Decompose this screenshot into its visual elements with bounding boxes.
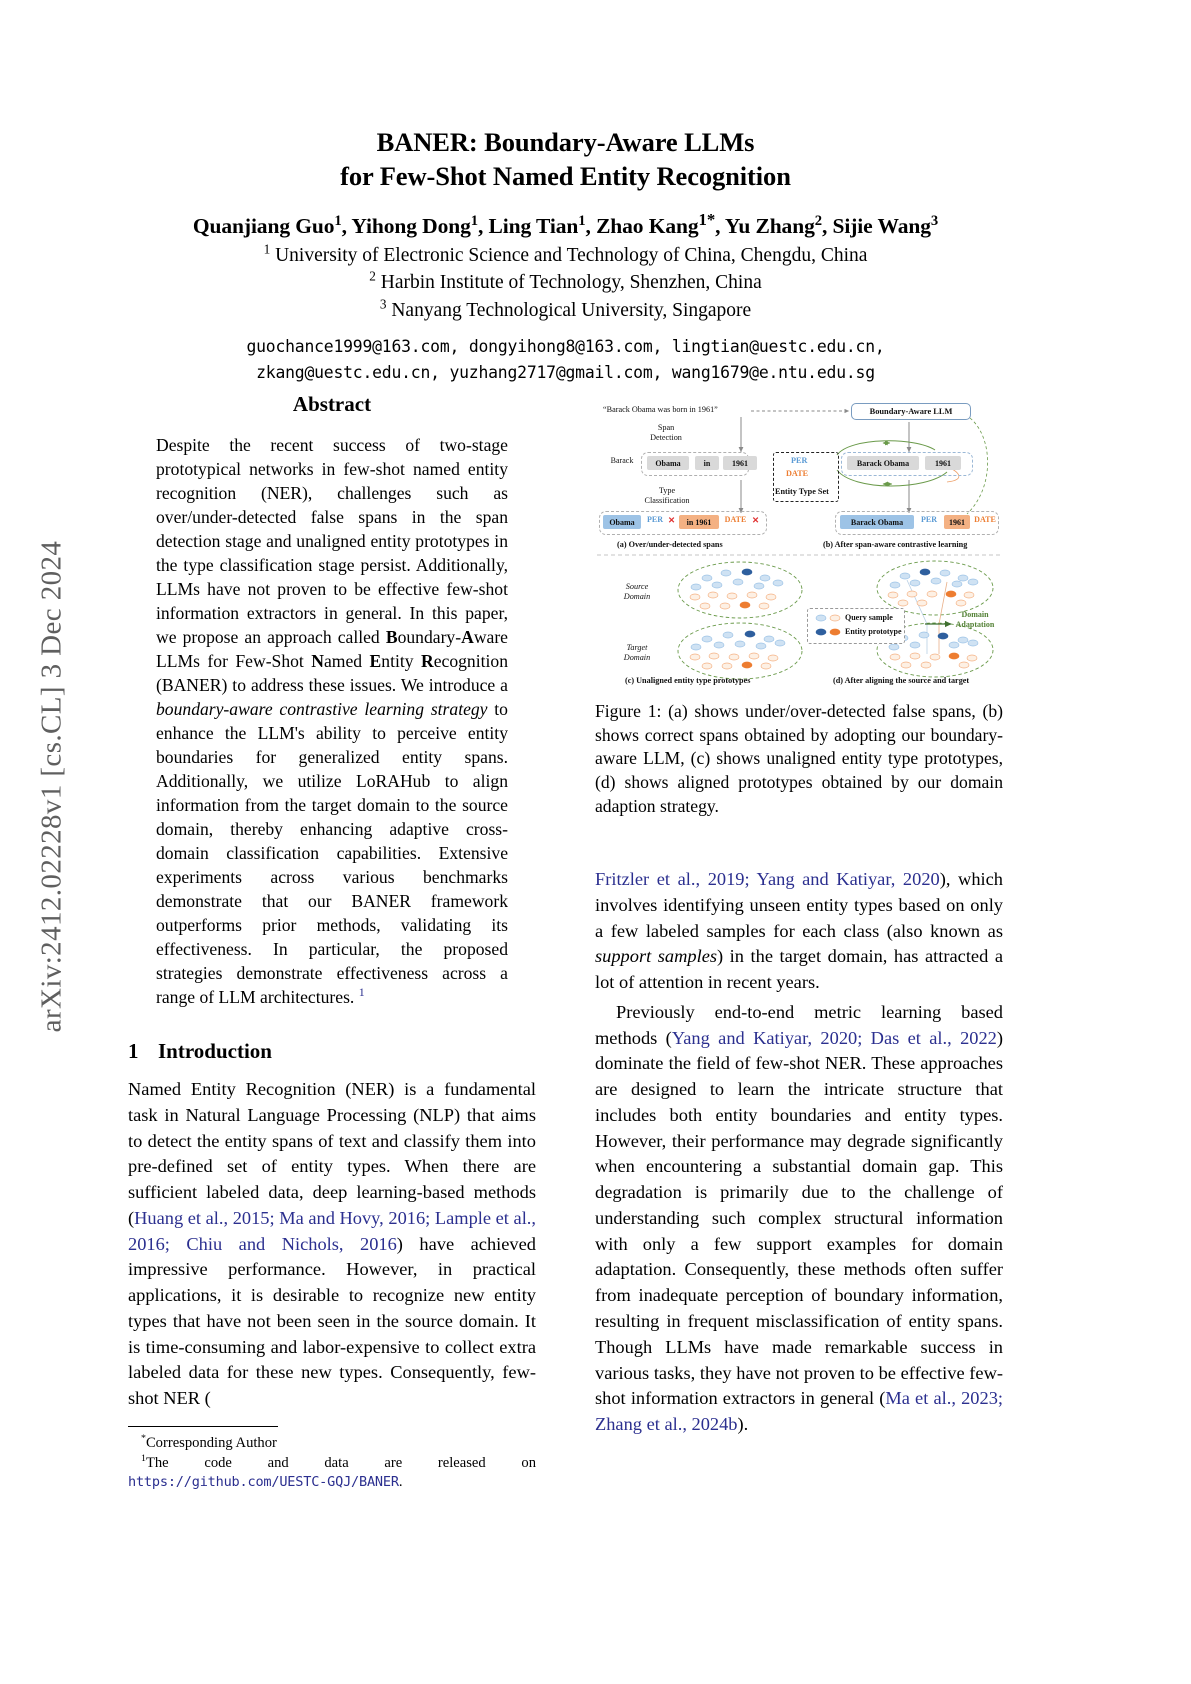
affiliation-2-sup: 2: [369, 268, 376, 284]
source-domain-label: [609, 582, 665, 602]
scatter-c-target-orange: [690, 653, 778, 669]
author-6: Sijie Wang: [832, 213, 931, 238]
author-1: Quanjiang Guo: [192, 213, 335, 238]
abstract-bold-e: E: [369, 651, 382, 671]
panel-a-type-1: DATE: [724, 515, 747, 524]
scatter-c-source-orange: [690, 592, 776, 609]
abstract-bold-b: B: [385, 627, 398, 647]
citation-group-2[interactable]: Fritzler et al., 2019; Yang and Katiyar, 2020: [595, 869, 940, 889]
panel-b-token-1: 1961: [925, 456, 961, 470]
figure-caption-text: (a) shows under/over-detected false spans, (b) shows correct spans obtained by adopting our boundary-aware LLM, (c) shows unaligned entity type prototypes, (d) shows aligned prototypes obtained by our domain adaption strategy.: [595, 701, 1003, 816]
affiliation-1-sup: 1: [263, 241, 271, 257]
intro-italic-support-samples: support samples: [595, 946, 718, 967]
affiliation-3: [128, 298, 1003, 325]
intro-p1-part-d: ) in the target domain, has attracted a lot of attention in recent years.: [595, 946, 1003, 993]
title-line-1: BANER: Boundary-Aware LLMs: [376, 127, 755, 157]
email-line-2: zkang@uestc.edu.cn, yuzhang2717@gmail.com, wang1679@e.ntu.edu.sg: [256, 362, 875, 382]
abstract-bold-n: N: [311, 651, 324, 671]
panel-a-token-1: Obama: [647, 456, 689, 470]
intro-p1-part-c: ), which involves identifying unseen entity types based on only a few labeled samples for each class (also known as: [595, 869, 1003, 941]
author-6-sup: 3: [930, 212, 939, 229]
panel-a-xmark-0: ✕: [667, 515, 676, 525]
author-2-sup: 1: [470, 212, 478, 229]
github-link[interactable]: https://github.com/UESTC-GQJ/BANER: [128, 1474, 399, 1491]
abstract-heading: Abstract: [292, 392, 372, 416]
author-1-sup: 1: [334, 212, 342, 229]
panel-c-caption: (c) Unaligned entity type prototypes: [625, 676, 751, 685]
affiliation-2: [128, 270, 1003, 297]
left-column: [128, 392, 536, 1493]
section-heading-introduction: [128, 1039, 536, 1064]
intro-paragraph-2: [595, 1000, 1003, 1438]
scatter-c-source-blue: [691, 569, 783, 590]
entity-type-per: PER: [791, 456, 808, 465]
scatter-d-source-orange: [888, 591, 974, 606]
affiliation-3-sup: 3: [379, 296, 387, 312]
panel-a-xmark-1: ✕: [751, 515, 760, 525]
panel-b-type-1: DATE: [974, 515, 996, 524]
panel-b-token-0: Barack Obama: [847, 456, 919, 470]
affiliation-1-text: University of Electronic Science and Technology of China, Chengdu, China: [275, 244, 868, 266]
panel-b-type-0: PER: [921, 515, 937, 524]
abstract-part-a: Despite the recent success of two-stage prototypical networks in few-shot named entity recognition (NER), challenges such as over/under-detected false spans in the span detection stage and unaligned entity prototypes in the type classification stage persist. Additionally, LLMs have not proven to be effective few-shot information extractors in general. In this paper, we propose an approach called: [156, 435, 508, 647]
scatter-d-target-orange: [890, 653, 977, 668]
figure-caption-label: Figure 1:: [595, 701, 662, 721]
citation-group-1[interactable]: Huang et al., 2015; Ma and Hovy, 2016; Lample et al., 2016; Chiu and Nichols, 2016: [128, 1207, 536, 1254]
affiliation-block: [128, 243, 1003, 325]
entity-type-set-label: Entity Type Set: [775, 487, 829, 496]
intro-p1-part-a: Named Entity Recognition (NER) is a fundamental task in Natural Language Processing (NLP) that aims to detect the entity spans of text and classify them into pre-defined set of entity types. When there are sufficient labeled data, deep learning-based methods (: [128, 1079, 536, 1228]
type-classification-line-1: Type: [658, 486, 676, 495]
section-number: 1: [128, 1039, 139, 1063]
affiliation-1: [128, 243, 1003, 270]
type-classification-label: [625, 486, 709, 506]
abstract-part-e: ntity: [381, 651, 421, 671]
panel-a-token-0: Barack: [610, 456, 634, 465]
panel-a-chip-0: Obama: [603, 515, 641, 529]
footnote-one-period: .: [398, 1474, 403, 1491]
entity-type-date: DATE: [786, 469, 809, 478]
abstract-bold-r: R: [421, 651, 434, 671]
panel-b-chip-0: Barack Obama: [840, 515, 914, 529]
author-2: Yihong Dong: [351, 213, 471, 238]
span-detection-label: [633, 423, 699, 443]
intro-p2-part-a: Previously end-to-end metric learning based methods (: [595, 1001, 1003, 1048]
section-title: Introduction: [158, 1039, 272, 1063]
target-domain-line-1: Target: [626, 643, 648, 652]
domain-adaptation-line-2: Adaptation: [955, 619, 995, 629]
footnote-code-release: [128, 1454, 536, 1493]
scatter-d-source-blue: [890, 569, 978, 588]
right-column-text: [595, 867, 1003, 1438]
abstract-section: [156, 392, 508, 1009]
footnote-one-marker: 1: [141, 1452, 146, 1464]
legend-query-sample: Query sample: [845, 613, 893, 622]
footnote-star-text: Corresponding Author: [145, 1434, 277, 1451]
author-3-sup: 1: [578, 212, 586, 229]
figure-1-graphic: [595, 392, 1003, 684]
author-emails: [128, 334, 1003, 385]
footnote-star-marker: *: [141, 1433, 146, 1445]
abstract-part-g: to enhance the LLM's ability to perceive entity boundaries for generalized entity spans. Additionally, we utilize LoRAHub to align information from the target domain to the source domain, thereby enhancing adaptive cross-domain classification capabilities. Extensive experiments across various benchmarks demonstrate that our BANER framework outperforms prior methods, validating its effectiveness. In particular, the proposed strategies demonstrate effectiveness across a range of LLM architectures.: [156, 699, 508, 1007]
affiliation-3-text: Nanyang Technological University, Singapore: [391, 299, 752, 321]
abstract-italic-strategy: boundary-aware contrastive learning strategy: [156, 699, 488, 719]
panel-a-token-2: in: [695, 456, 719, 470]
figure-1-caption: [595, 700, 1003, 818]
intro-p2-part-c: ).: [737, 1414, 749, 1435]
affiliation-2-text: Harbin Institute of Technology, Shenzhen, China: [380, 272, 762, 294]
abstract-part-d: amed: [323, 651, 370, 671]
abstract-bold-a: A: [461, 627, 474, 647]
target-domain-label: [609, 643, 665, 663]
footnote-divider: [128, 1426, 278, 1427]
abstract-text: [156, 433, 508, 1009]
panel-a-token-3: 1961: [723, 456, 757, 470]
panel-b-chip-1: 1961: [944, 515, 970, 529]
scatter-c-target-blue: [691, 631, 785, 650]
type-classification-line-2: Classification: [644, 496, 690, 505]
email-line-1: guochance1999@163.com, dongyihong8@163.com, lingtian@uestc.edu.cn,: [246, 337, 885, 357]
intro-p1-part-b: ) have achieved impressive performance. However, in practical applications, it is desirable to recognize new entity types that have not been seen in the source domain. It is time-consuming and labor-expensive to collect extra labeled data for these new types. Consequently, few-shot NER (: [128, 1233, 536, 1409]
two-column-body: [128, 392, 1003, 1682]
abstract-part-f: ecognition (BANER) to address these issues. We introduce a: [156, 651, 508, 695]
citation-group-3[interactable]: Yang and Katiyar, 2020; Das et al., 2022: [671, 1027, 997, 1048]
source-domain-line-1: Source: [625, 582, 649, 591]
title-block: [128, 0, 1003, 386]
author-4-sup: 1*: [698, 209, 716, 229]
intro-p2-part-b: ) dominate the field of few-shot NER. These approaches are designed to learn the intricate structure that includes both entity boundaries and entity types. However, their performance may degrade significantly when encountering a substantial domain gap. This degradation is primarily due to the challenge of understanding such complex structural information with only a few support examples for domain adaptation. Consequently, these methods often suffer from inadequate perception of boundary information, resulting in frequent misclassification of entity spans. Though LLMs have made remarkable success in various tasks, they have not proven to be effective few-shot information extractors in general (: [595, 1027, 1004, 1409]
abstract-part-c: ware LLMs for Few-Shot: [156, 627, 508, 671]
footnote-corresponding-author: [128, 1434, 536, 1454]
abstract-part-b: oundary-: [397, 627, 462, 647]
panel-d-caption: (d) After aligning the source and target: [833, 676, 970, 685]
domain-adaptation-line-1: Domain: [961, 610, 989, 619]
footnote-one-text: The code and data are released on: [145, 1454, 536, 1471]
author-5-sup: 2: [814, 212, 822, 229]
panel-b-caption: (b) After span-aware contrastive learning: [823, 540, 968, 549]
abstract-footnote-marker[interactable]: 1: [358, 985, 365, 1000]
author-4: Zhao Kang: [596, 213, 699, 238]
author-5: Yu Zhang: [724, 213, 815, 238]
intro-paragraph-1-cont: [595, 867, 1003, 996]
span-detection-line-1: Span: [657, 423, 675, 432]
panel-a-caption: (a) Over/under-detected spans: [617, 540, 723, 549]
source-domain-line-2: Domain: [623, 592, 651, 601]
boundary-aware-llm-box: Boundary-Aware LLM: [851, 403, 971, 420]
span-detection-line-2: Detection: [650, 433, 682, 442]
author-list: Quanjiang Guo$^1$, Yihong Dong$^1$, Ling Tian$^1$, Zhao Kang$^{1*}$, Yu Zhang$^2$, Sijie Wang$^3$: [192, 209, 939, 238]
footnote-block: [128, 1434, 536, 1493]
target-domain-line-2: Domain: [623, 653, 651, 662]
intro-paragraph-1: [128, 1077, 536, 1412]
arxiv-stamp: arXiv:2412.02228v1 [cs.CL] 3 Dec 2024: [35, 540, 68, 1033]
paper-page: [128, 0, 1003, 1684]
author-3: Ling Tian: [488, 213, 579, 238]
panel-a-type-0: PER: [647, 515, 663, 524]
domain-adaptation-label: [947, 610, 1003, 629]
panel-a-chip-1: in 1961: [679, 515, 719, 529]
citation-group-4[interactable]: Ma et al., 2023; Zhang et al., 2024b: [595, 1388, 1003, 1435]
page-title: [128, 126, 1003, 194]
figure-input-sentence: “Barack Obama was born in 1961”: [603, 405, 718, 414]
legend-entity-prototype: Entity prototype: [845, 627, 902, 636]
figure-1: [595, 392, 1003, 818]
title-line-2: for Few-Shot Named Entity Recognition: [340, 160, 791, 191]
